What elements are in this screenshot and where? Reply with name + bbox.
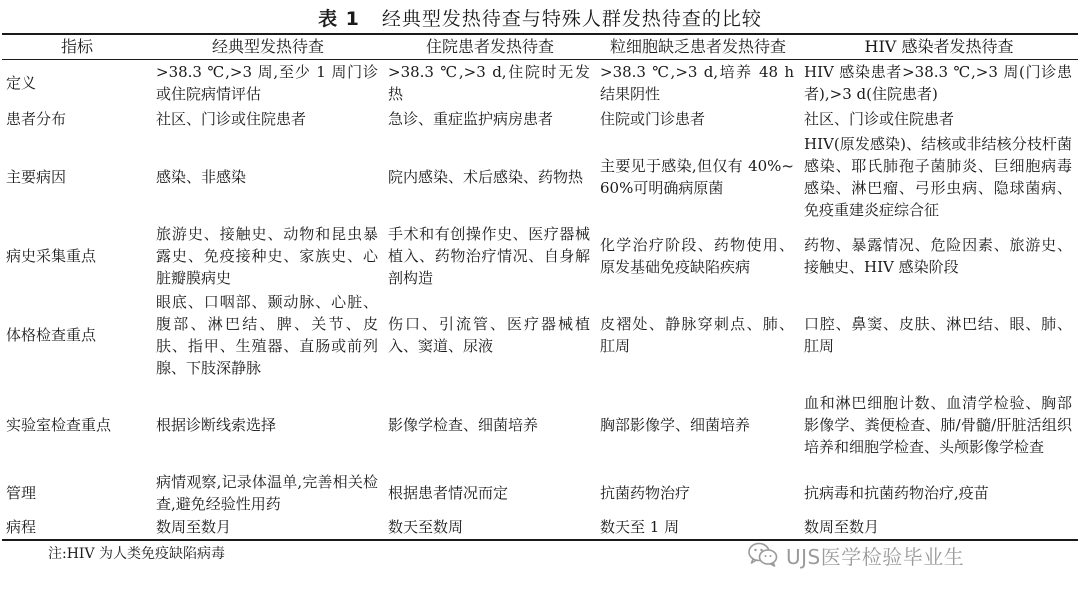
table-cell: 根据诊断线索选择 — [156, 415, 277, 434]
table-title — [0, 6, 1080, 32]
row-label: 主要病因 — [6, 167, 67, 186]
table-footnote: 注:HIV 为人类免疫缺陷病毒 — [48, 546, 226, 562]
table-cell: 化学治疗阶段、药物使用、原发基础免疫缺陷疾病 — [600, 235, 794, 276]
table-cell: >38.3 ℃,>3 d,培养 48 h 结果阴性 — [600, 62, 794, 103]
table-cell: 数周至数月 — [156, 518, 232, 536]
table-cell: 社区、门诊或住院患者 — [804, 109, 955, 128]
table-cell: 主要见于感染,但仅有 40%~60%可明确病原菌 — [600, 156, 794, 197]
row-label: 体格检查重点 — [6, 325, 97, 344]
table-cell: 病情观察,记录体温单,完善相关检查,避免经验性用药 — [156, 472, 378, 513]
table-cell: 伤口、引流管、医疗器械植入、窦道、尿液 — [388, 314, 590, 355]
table-cell: HIV(原发感染)、结核或非结核分枝杆菌感染、耶氏肺孢子菌肺炎、巨细胞病毒感染、淋巴瘤、弓形虫病、隐球菌病、免疫重建炎症综合征 — [804, 134, 1072, 219]
table-number: 表 1 — [318, 8, 360, 30]
row-label: 管理 — [6, 483, 37, 502]
table-cell: 根据患者情况而定 — [388, 483, 509, 502]
table-row — [2, 132, 1078, 222]
table-cell: 住院或门诊患者 — [600, 109, 706, 128]
table-cell: 院内感染、术后感染、药物热 — [388, 167, 584, 186]
table-cell: 数天至数周 — [388, 518, 464, 536]
table-row — [2, 106, 1078, 132]
table-cell: 影像学检查、细菌培养 — [388, 415, 539, 434]
table-cell: >38.3 ℃,>3 d,住院时无发热 — [388, 62, 590, 103]
row-label: 病程 — [6, 518, 37, 536]
table-cell: 药物、暴露情况、危险因素、旅游史、接触史、HIV 感染阶段 — [804, 235, 1072, 276]
header-indicator: 指标 — [60, 37, 93, 56]
header-classic-fuo: 经典型发热待查 — [211, 37, 324, 56]
header-inpatient-fuo: 住院患者发热待查 — [425, 37, 554, 56]
comparison-table — [2, 33, 1078, 541]
table-cell: 眼底、口咽部、颞动脉、心脏、腹部、淋巴结、脾、关节、皮肤、指甲、生殖器、直肠或前列腺、下肢深静脉 — [156, 292, 378, 377]
table-cell: 感染、非感染 — [156, 167, 247, 186]
table-row — [2, 380, 1078, 470]
table-row — [2, 470, 1078, 516]
table-cell: 抗病毒和抗菌药物治疗,疫苗 — [804, 483, 989, 502]
row-label: 患者分布 — [6, 109, 67, 128]
table-cell: 皮褶处、静脉穿刺点、肺、肛周 — [600, 314, 794, 355]
row-label: 实验室检查重点 — [6, 415, 112, 434]
table-cell: 数天至 1 周 — [600, 518, 680, 536]
table-row — [2, 60, 1078, 106]
table-cell: >38.3 ℃,>3 周,至少 1 周门诊或住院病情评估 — [156, 62, 378, 103]
table-row — [2, 290, 1078, 380]
table-row — [2, 222, 1078, 290]
watermark-text: UJS医学检验毕业生 — [786, 544, 965, 569]
wechat-icon — [748, 542, 778, 568]
table-cell: 旅游史、接触史、动物和昆虫暴露史、免疫接种史、家族史、心脏瓣膜病史 — [156, 224, 378, 287]
table-cell: 口腔、鼻窦、皮肤、淋巴结、眼、肺、肛周 — [804, 314, 1072, 355]
table-header-row — [2, 34, 1078, 60]
row-label: 病史采集重点 — [6, 246, 97, 265]
table-cell: 血和淋巴细胞计数、血清学检验、胸部影像学、粪便检查、肺/骨髓/肝脏活组织培养和细胞学检查、头颅影像学检查 — [804, 393, 1072, 456]
table-cell: 手术和有创操作史、医疗器械植入、药物治疗情况、自身解剖构造 — [388, 224, 590, 287]
table-title-text: 经典型发热待查与特殊人群发热待查的比较 — [381, 8, 762, 30]
header-neutropenic-fuo: 粒细胞缺乏患者发热待查 — [609, 37, 786, 56]
row-label: 定义 — [6, 73, 37, 92]
watermark — [748, 540, 964, 570]
table-cell: 数周至数月 — [804, 518, 880, 536]
table-cell: HIV 感染患者>38.3 ℃,>3 周(门诊患者),>3 d(住院患者) — [804, 62, 1072, 103]
table-cell: 急诊、重症监护病房患者 — [388, 109, 554, 128]
header-hiv-fuo: HIV 感染者发热待查 — [864, 37, 1014, 56]
table-row — [2, 516, 1078, 540]
table-cell: 社区、门诊或住院患者 — [156, 109, 307, 128]
table-cell: 胸部影像学、细菌培养 — [600, 415, 751, 434]
table-cell: 抗菌药物治疗 — [600, 483, 691, 502]
